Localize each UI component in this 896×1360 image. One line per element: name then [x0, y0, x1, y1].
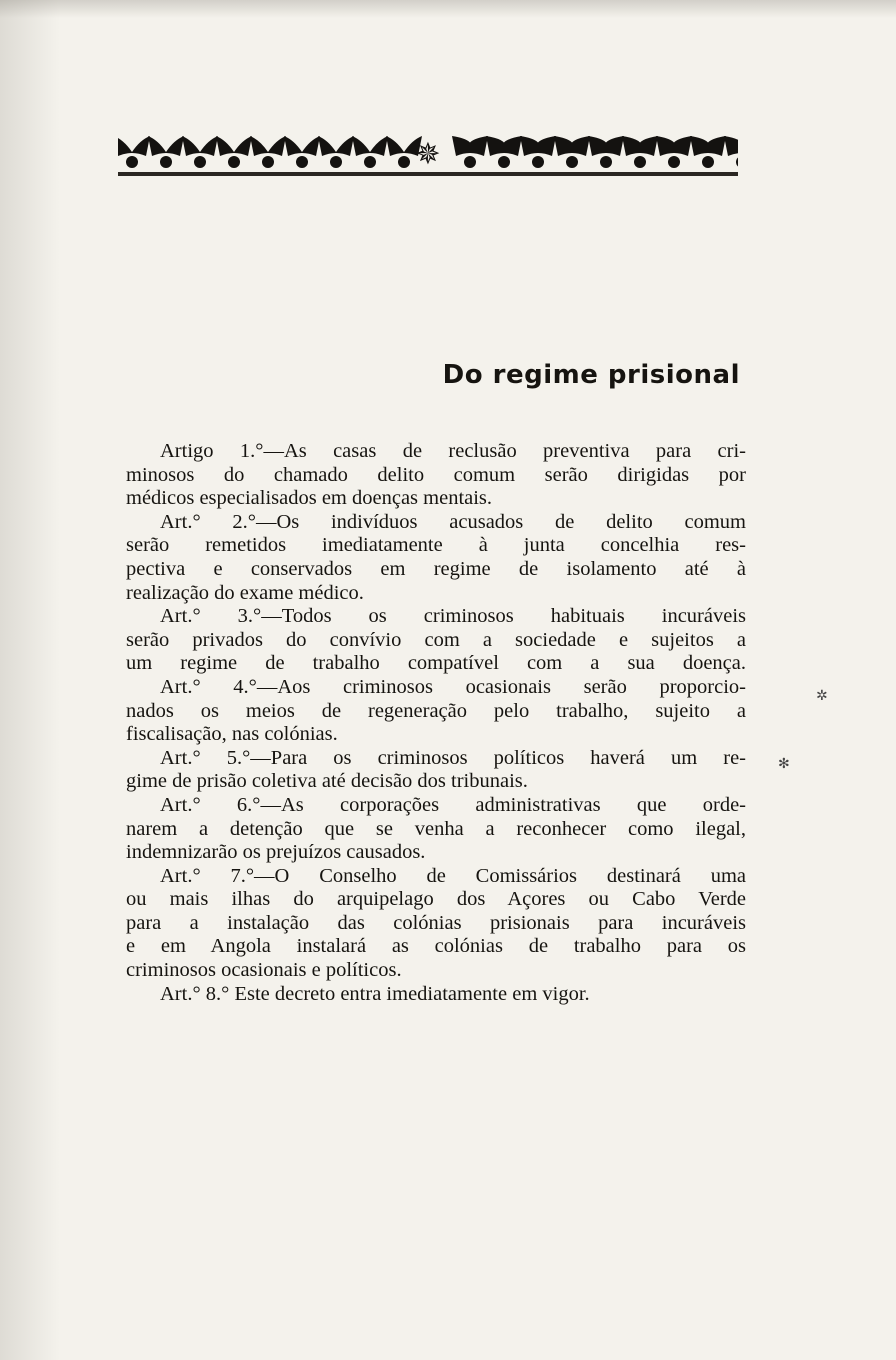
article-3-line-1: Art.° 3.°—Todos os criminosos habituais incuráveis — [160, 605, 746, 628]
article-2-line-1: Art.° 2.°—Os indivíduos acusados de delito comum — [160, 510, 746, 533]
article-8-line-1: Art.° 8.° Este decreto entra imediatamente em vigor. — [160, 982, 590, 1005]
article-3-line-2: serão privados do convívio com a sociedade e sujeitos a — [126, 628, 746, 651]
article-1-line-1: Artigo 1.°—As casas de reclusão preventiva para cri- — [160, 440, 746, 462]
decorative-ornament-band — [118, 126, 738, 180]
page-top-shadow — [0, 0, 896, 18]
svg-text:✵: ✵ — [415, 137, 441, 172]
article-6-line-2: narem a detenção que se venha a reconhecer como ilegal, — [126, 817, 746, 840]
ink-speck: ✻ — [778, 756, 790, 772]
decree-articles — [126, 440, 746, 1006]
page-title: Do regime prisional — [442, 360, 740, 390]
article-7-line-3: para a instalação das colónias prisionais para incuráveis — [126, 911, 746, 934]
article-5-line-1: Art.° 5.°—Para os criminosos políticos haverá um re- — [160, 746, 746, 769]
ink-speck: ✲ — [816, 688, 828, 704]
article-4-line-2: nados os meios de regeneração pelo trabalho, sujeito a — [126, 699, 746, 722]
article-4-line-3: fiscalisação, nas colónias. — [126, 723, 338, 746]
article-7-line-1: Art.° 7.°—O Conselho de Comissários destinará uma — [160, 864, 746, 887]
article-2-line-3: pectiva e conservados em regime de isolamento até à — [126, 557, 746, 580]
article-1-line-3: médicos especialisados em doenças mentais. — [126, 487, 493, 510]
article-6-line-3: indemnizarão os prejuízos causados. — [126, 841, 426, 864]
article-1-line-2: minosos do chamado delito comum serão dirigidas por — [126, 463, 746, 486]
article-2-line-2: serão remetidos imediatamente à junta concelhia res- — [126, 534, 746, 557]
article-7-line-2: ou mais ilhas do arquipelago dos Açores ou Cabo Verde — [126, 888, 746, 911]
article-7-line-5: criminosos ocasionais e políticos. — [126, 959, 402, 982]
article-3-line-3: um regime de trabalho compatível com a sua doença. — [126, 652, 746, 675]
page-edge-shadow — [0, 0, 60, 1360]
article-4-line-1: Art.° 4.°—Aos criminosos ocasionais serão proporcio- — [160, 675, 746, 698]
article-5-line-2: gime de prisão coletiva até decisão dos tribunais. — [126, 770, 528, 793]
article-7-line-4: e em Angola instalará as colónias de trabalho para os — [126, 935, 746, 958]
article-2-line-4: realização do exame médico. — [126, 581, 364, 604]
article-6-line-1: Art.° 6.°—As corporações administrativas que orde- — [160, 793, 746, 816]
